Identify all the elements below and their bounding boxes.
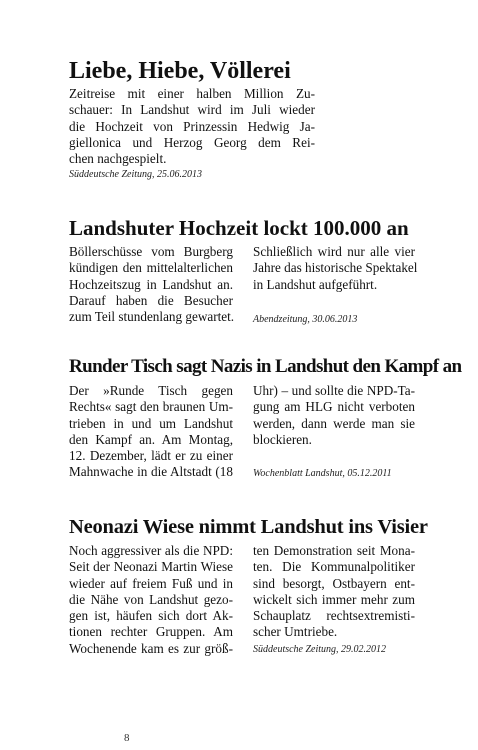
article-2-headline: Landshuter Hochzeit lockt 100.000 an <box>69 216 409 240</box>
article-4-left-column <box>69 543 233 657</box>
article-2-source: Abendzeitung, 30.06.2013 <box>253 314 358 325</box>
body-line: Mahnwache in die Altstadt (18 <box>69 464 233 480</box>
body-line: Böllerschüsse vom Burgberg <box>69 244 233 259</box>
body-line: wieder auf freiem Fuß und in <box>69 575 233 591</box>
body-line: in Landshut aufgeführt. <box>253 276 378 292</box>
article-2-right-column <box>253 244 418 293</box>
article-4-right-column <box>253 543 415 641</box>
body-line: Schauplatz rechtsextremisti- <box>253 608 415 624</box>
body-line: wickelt sich immer mehr zum <box>253 591 415 607</box>
body-line: Noch aggressiver als die NPD: <box>69 543 233 558</box>
body-line: blockieren. <box>253 431 312 447</box>
body-line: 12. Dezember, lädt er zu einer <box>69 448 233 464</box>
body-line: zum Teil stundenlang gewartet. <box>69 309 235 325</box>
body-line: sind besorgt, Ostbayern ent- <box>253 575 415 591</box>
body-line: Schließlich wird nur alle vier <box>253 244 415 259</box>
body-line: giellonica und Herzog Georg dem Rei- <box>69 134 315 150</box>
body-line: tionen rechter Gruppen. Am <box>69 624 233 640</box>
body-line: Darauf haben die Besucher <box>69 292 233 308</box>
body-line: Hochzeitszug in Landshut an. <box>69 276 233 292</box>
body-line: Wochenende kam es zur größ- <box>69 640 233 656</box>
body-line: chen nachgespielt. <box>69 151 167 167</box>
article-2-left-column <box>69 244 233 325</box>
body-line: kündigen den mittelalterlichen <box>69 260 233 276</box>
body-line: den Kampf an. Am Montag, <box>69 431 233 447</box>
article-4-headline: Neonazi Wiese nimmt Landshut ins Visier <box>69 516 428 538</box>
body-line: die Nähe von Landshut gezo- <box>69 591 233 607</box>
article-1-headline: Liebe, Hiebe, Völlerei <box>69 58 291 84</box>
body-line: scher Umtriebe. <box>253 624 338 640</box>
body-line: die Hochzeit von Prinzessin Hedwig Ja- <box>69 118 315 134</box>
body-line: Zeitreise mit einer halben Million Zu- <box>69 86 315 101</box>
article-1-body <box>69 86 315 167</box>
body-line: Uhr) – und sollte die NPD-Ta- <box>253 383 415 398</box>
article-1-source: Süddeutsche Zeitung, 25.06.2013 <box>69 169 203 180</box>
body-line: Rechts« sagt den braunen Um- <box>69 399 233 415</box>
article-4-source: Süddeutsche Zeitung, 29.02.2012 <box>253 644 387 655</box>
body-line: ten. Die Kommunalpolitiker <box>253 559 415 575</box>
body-line: schauer: In Landshut wird im Juli wieder <box>69 102 315 118</box>
body-line: Seit der Neonazi Martin Wiese <box>69 559 233 575</box>
body-line: ten Demonstration seit Mona- <box>253 543 415 558</box>
body-line: gung am HLG nicht verboten <box>253 399 415 415</box>
article-3-right-column <box>253 383 415 448</box>
body-line: werden, dann werde man sie <box>253 415 415 431</box>
body-line: Der »Runde Tisch gegen <box>69 383 233 398</box>
body-line: Jahre das historische Spektakel <box>253 260 418 276</box>
body-line: trieben in und um Landshut <box>69 415 233 431</box>
page-number: 8 <box>124 732 130 744</box>
body-line: gen ist, häufen sich dort Ak- <box>69 608 233 624</box>
article-3-source: Wochenblatt Landshut, 05.12.2011 <box>253 468 392 479</box>
article-3-headline: Runder Tisch sagt Nazis in Landshut den Kampf an <box>69 356 462 377</box>
article-3-left-column <box>69 383 233 481</box>
